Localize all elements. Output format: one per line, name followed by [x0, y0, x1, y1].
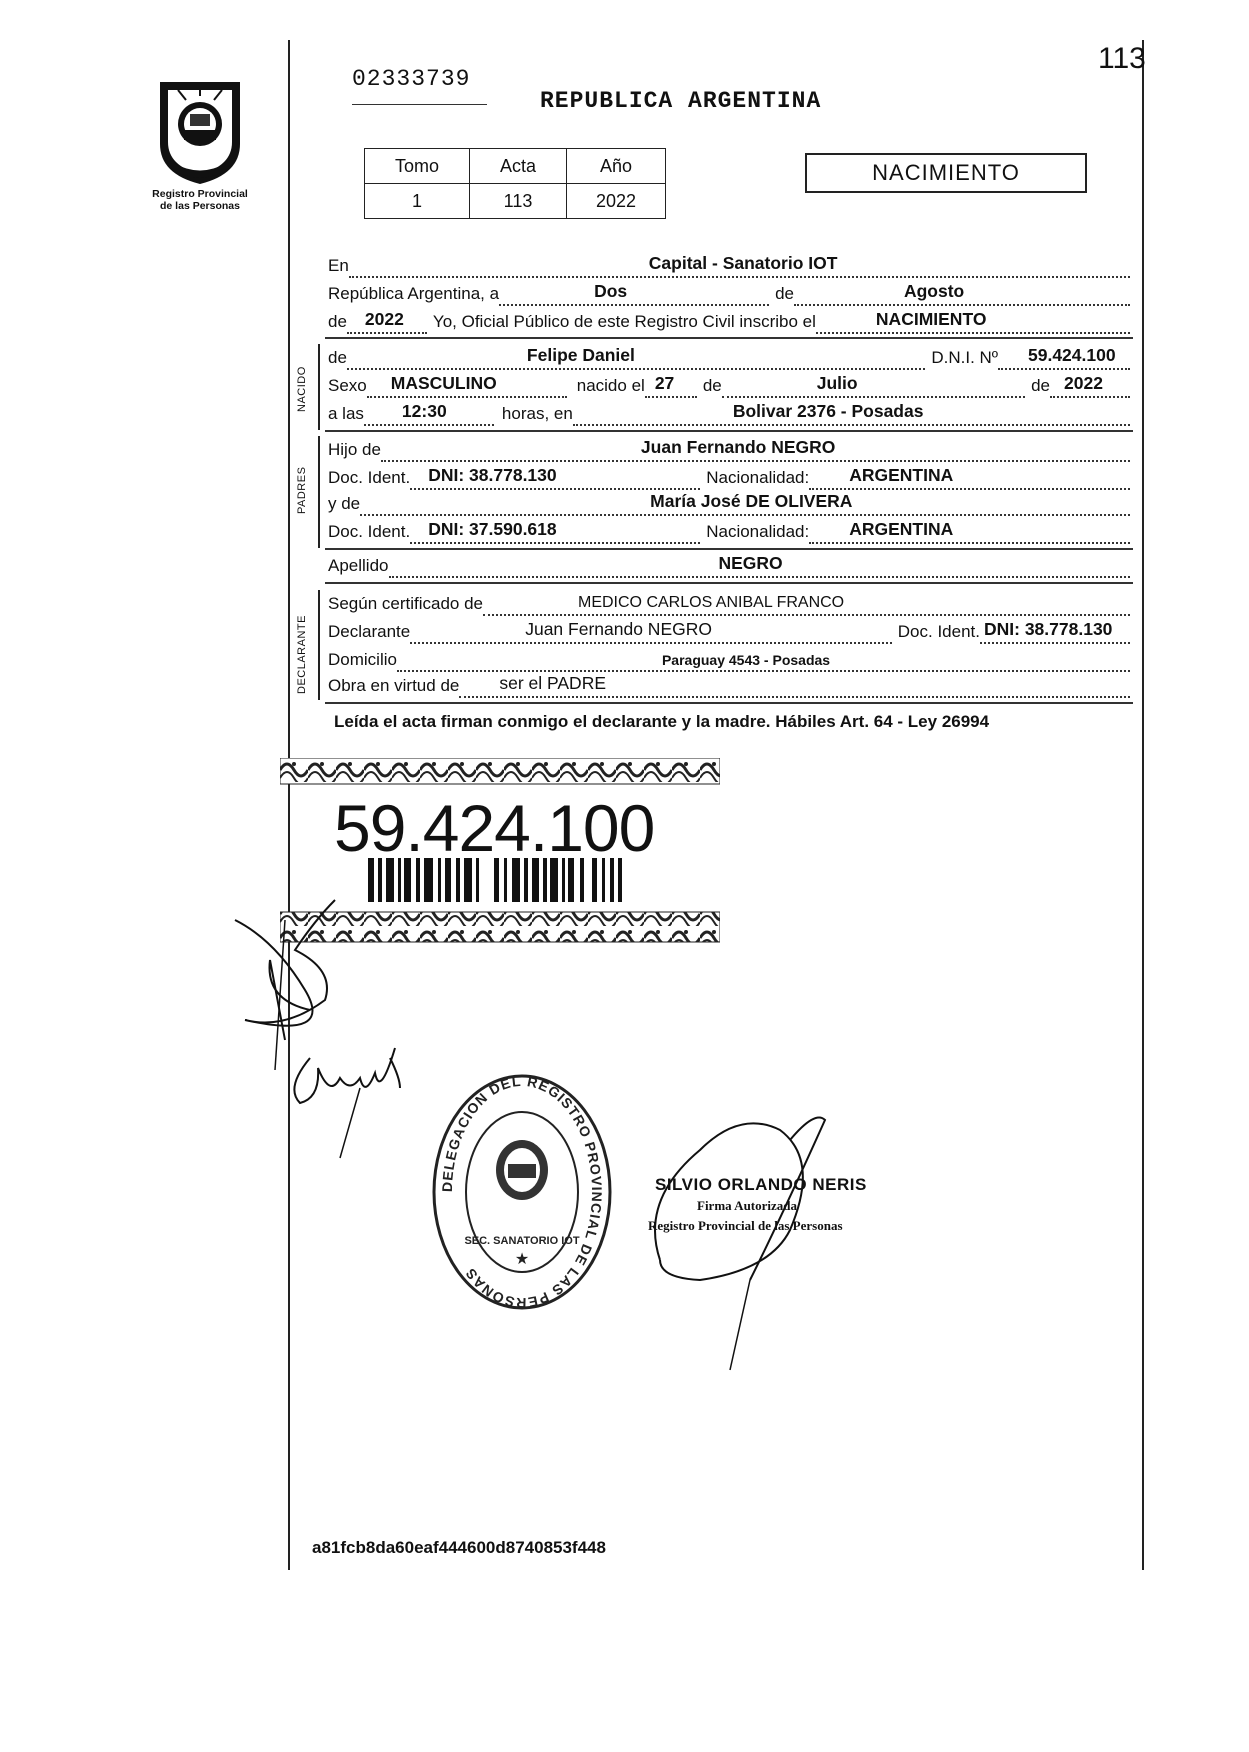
official-seal — [428, 1072, 616, 1312]
declarante-name: Juan Fernando NEGRO — [525, 619, 712, 639]
birth-month: Julio — [816, 373, 858, 393]
row-apellido — [328, 554, 1130, 578]
official-signature — [640, 1100, 870, 1380]
year-value: 2022 — [364, 309, 404, 329]
birth-place: Bolivar 2376 - Posadas — [732, 401, 924, 421]
record-table-header-row — [365, 149, 666, 184]
apellido-label: Apellido — [328, 556, 389, 575]
anio-header: Año — [567, 149, 666, 184]
en-label: En — [328, 256, 349, 275]
row-sexo — [328, 374, 1130, 398]
birth-day: 27 — [654, 373, 675, 393]
record-table-value-row — [365, 184, 666, 219]
row-registry — [328, 310, 1130, 334]
nacido-el-label: nacido el — [576, 376, 645, 395]
day-value: Dos — [594, 281, 628, 301]
document-title: REPUBLICA ARGENTINA — [540, 88, 822, 114]
domicilio-label: Domicilio — [328, 650, 397, 669]
month-value: Agosto — [903, 281, 965, 301]
row-certificado — [328, 592, 1130, 616]
nacido-side-label: NACIDO — [296, 366, 308, 412]
record-table — [364, 148, 666, 219]
serial-underline — [352, 104, 487, 105]
section-divider — [325, 702, 1133, 704]
horas-label: horas, en — [501, 404, 573, 423]
row-mother — [328, 492, 1130, 516]
a-las-label: a las — [328, 404, 364, 423]
y-de-label: y de — [328, 494, 361, 513]
row-en — [328, 254, 1130, 278]
tomo-value: 1 — [365, 184, 470, 219]
nacionalidad-label: Nacionalidad: — [706, 522, 810, 541]
certificado-label: Según certificado de — [328, 594, 483, 613]
mother-signature — [280, 1028, 440, 1168]
document-hash: a81fcb8da60eaf444600d8740853f448 — [312, 1538, 606, 1557]
mother-nationality: ARGENTINA — [849, 519, 954, 539]
hijo-de-label: Hijo de — [328, 440, 381, 459]
nacionalidad-label: Nacionalidad: — [706, 468, 810, 487]
declarante-doc: DNI: 38.778.130 — [984, 619, 1113, 639]
row-father — [328, 438, 1130, 462]
section-divider — [325, 548, 1133, 550]
sexo-label: Sexo — [328, 376, 367, 395]
declarante-label: Declarante — [328, 622, 411, 641]
serial-number: 02333739 — [352, 66, 471, 92]
domicilio-value: Paraguay 4543 - Posadas — [661, 652, 831, 668]
father-name: Juan Fernando NEGRO — [640, 437, 836, 457]
apellido-value: NEGRO — [718, 553, 783, 573]
birth-hour: 12:30 — [401, 401, 447, 421]
obra-value: ser el PADRE — [499, 673, 607, 693]
logo-caption: Registro Provincial de las Personas — [152, 188, 248, 212]
svg-text:★: ★ — [514, 1251, 530, 1268]
row-domicilio — [328, 648, 1130, 672]
obra-label: Obra en virtud de — [328, 676, 460, 695]
section-divider — [325, 430, 1133, 432]
row-name — [328, 346, 1130, 370]
right-margin-line — [1142, 40, 1144, 1570]
birth-year: 2022 — [1064, 373, 1103, 393]
de-label: de — [775, 284, 794, 303]
acta-value: 113 — [470, 184, 567, 219]
doc-ident-label: Doc. Ident. — [328, 468, 411, 487]
child-dni: 59.424.100 — [1028, 345, 1116, 365]
signatory-name: SILVIO ORLANDO NERIS — [655, 1175, 867, 1194]
record-type-box: NACIMIENTO — [805, 153, 1087, 193]
father-doc: DNI: 38.778.130 — [428, 465, 557, 485]
de-label-2: de — [702, 376, 722, 395]
section-divider — [325, 582, 1133, 584]
registry-value: NACIMIENTO — [875, 309, 987, 329]
mother-doc: DNI: 37.590.618 — [428, 519, 557, 539]
province-coat-of-arms-logo — [150, 74, 250, 186]
closing-notes: Leída el acta firman conmigo el declarante y la madre. Hábiles Art. 64 - Ley 26994 — [334, 712, 990, 731]
signatory-title: Firma Autorizada — [697, 1198, 798, 1213]
father-nationality: ARGENTINA — [849, 465, 954, 485]
row-declarante — [328, 620, 1130, 644]
mother-name: María José DE OLIVERA — [650, 491, 853, 511]
republica-label: República Argentina, a — [328, 284, 500, 303]
child-name: Felipe Daniel — [526, 345, 635, 365]
signatory-office: Registro Provincial de las Personas — [648, 1218, 843, 1233]
seal-inner-text: SEC. SANATORIO IOT — [464, 1235, 580, 1247]
dni-sticker-number: 59.424.100 — [334, 791, 655, 865]
declarante-side-label: DECLARANTE — [296, 615, 308, 694]
tomo-header: Tomo — [365, 149, 470, 184]
anio-value: 2022 — [567, 184, 666, 219]
row-father-doc — [328, 466, 1130, 490]
dni-label: D.N.I. Nº — [931, 348, 998, 367]
acta-header: Acta — [470, 149, 567, 184]
sexo-value: MASCULINO — [390, 373, 497, 393]
de-year-label: de — [328, 312, 347, 331]
padres-bar — [318, 436, 320, 548]
row-date — [328, 282, 1130, 306]
padres-side-label: PADRES — [296, 466, 308, 514]
doc-ident-label: Doc. Ident. — [897, 622, 980, 641]
row-obra — [328, 674, 1130, 698]
row-hour — [328, 402, 1130, 426]
declarante-bar — [318, 590, 320, 700]
certificado-value: MEDICO CARLOS ANIBAL FRANCO — [578, 594, 845, 611]
row-mother-doc — [328, 520, 1130, 544]
seal-outer-text: DELEGACION DEL REGISTRO PROVINCIAL DE LAS PERSONAS — [438, 1072, 606, 1312]
en-value: Capital - Sanatorio IOT — [648, 253, 838, 273]
nacido-bar — [318, 344, 320, 430]
doc-ident-label: Doc. Ident. — [328, 522, 411, 541]
registry-text: Yo, Oficial Público de este Registro Civil inscribo el — [432, 312, 816, 331]
section-divider — [325, 337, 1133, 339]
de-label-3: de — [1031, 376, 1050, 395]
de-label: de — [328, 348, 347, 367]
page-number: 113 — [1098, 42, 1146, 75]
